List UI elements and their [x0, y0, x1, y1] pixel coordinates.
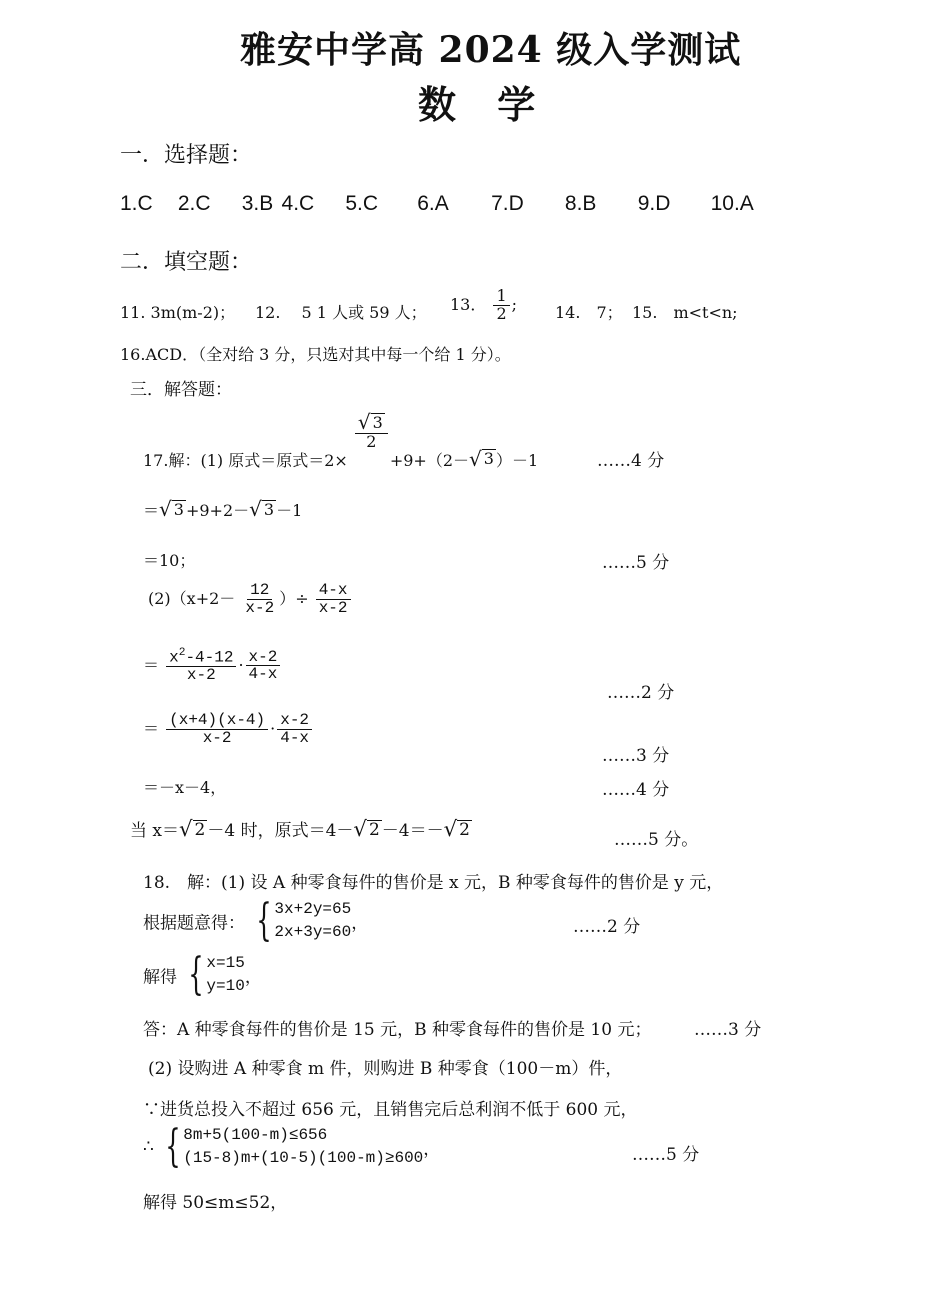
q18-system-2-tail: ， [244, 967, 262, 988]
q17-step-result: ＝－x－4， [143, 778, 227, 797]
fraction-numerator: 1 [493, 288, 509, 306]
left-brace: { [165, 1121, 181, 1173]
exam-title: 雅安中学高 2024 级入学测试 [240, 29, 742, 71]
section-heading-fill: 二．填空题： [120, 250, 253, 275]
fraction-denominator: 4-x [248, 665, 278, 684]
section-heading-solve: 三．解答题： [130, 380, 232, 400]
sqrt: √ 3 [249, 497, 275, 521]
q17-line-1-mid: +9+（2－ [389, 450, 470, 470]
sqrt: √ 2 [353, 817, 380, 842]
q17-step-factor [143, 712, 314, 747]
solution-system [182, 949, 245, 1001]
answer-1: 1.C [120, 192, 153, 215]
q17-line-2-c: －1 [276, 501, 303, 520]
inequality-1: 8m+5(100-m)≤656 [183, 1126, 328, 1144]
answer-13-label: 13． [450, 294, 487, 314]
answer-7: 7.D [491, 192, 524, 215]
q18-inequality-tail: ， [423, 1139, 441, 1160]
answer-5: 5.C [345, 192, 379, 215]
equation-system [250, 895, 352, 947]
q17-part-2-mid: ）÷ [279, 588, 309, 608]
score-q17-p2-step3: ……4 分 [602, 780, 670, 800]
answer-6: 6.A [417, 192, 449, 215]
fraction-numerator: 12 [247, 582, 272, 600]
solution-1: x=15 [206, 954, 245, 972]
fraction-denominator: x-2 [202, 728, 232, 747]
sqrt: √ 3 [469, 446, 494, 471]
q18-solve-range: 解得 50≤m≤52， [143, 1193, 288, 1213]
fraction-x-2-over-4-x [246, 649, 281, 684]
dot-multiply: · [238, 655, 244, 675]
fraction-denominator: x-2 [318, 598, 348, 617]
score-q18-step2: ……3 分 [694, 1020, 762, 1040]
q18-system-1-tail: ， [351, 913, 369, 934]
q17-line-1 [143, 412, 538, 471]
fraction-expanded [166, 648, 236, 684]
q17-line-2 [143, 498, 302, 521]
q17-substitute-a: 当 x＝ [130, 821, 179, 841]
fraction-numerator: (x+4)(x-4) [166, 712, 268, 730]
fraction-one-half [493, 288, 509, 323]
answer-15: 15. m<t<n; [632, 303, 738, 322]
left-brace: { [188, 949, 205, 1001]
exam-subject: 数 学 [418, 82, 550, 127]
fraction-x-2-over-4-x [277, 712, 312, 747]
answer-10: 10.A [710, 192, 754, 215]
q17-line-1-tail: ）－1 [495, 450, 539, 470]
answer-16: 16.ACD．（全对给 3 分，只选对其中每一个给 1 分）。 [120, 345, 511, 364]
fraction-denominator: 2 [496, 303, 507, 323]
q17-step-expand [143, 648, 282, 684]
q18-system-2-label: 解得 [143, 967, 177, 988]
fraction-sqrt3-over-2 [355, 412, 388, 451]
answer-14: 14. 7； [555, 303, 623, 322]
left-brace: { [256, 895, 273, 947]
answer-4: 4.C [281, 192, 315, 215]
equation-2: 2x+3y=60 [274, 923, 352, 942]
answer-13 [450, 288, 517, 323]
q18-line-1: 18. 解：(1) 设 A 种零食每件的售价是 x 元，B 种零食每件的售价是 y 元， [143, 873, 724, 893]
equals: ＝ [143, 718, 160, 738]
q17-line-2-b: +9+2－ [185, 501, 250, 520]
score-q17-step1: ……4 分 [597, 451, 665, 471]
fraction-denominator: 2 [366, 431, 377, 451]
score-q18-step1: ……2 分 [573, 917, 641, 937]
inequality-2: (15-8)m+(10-5)(100-m)≥600 [183, 1149, 424, 1168]
q17-part-2-prefix: (2)（x+2－ [148, 588, 236, 608]
equals: ＝ [143, 655, 160, 675]
answer-12: 12. 5 1 人或 59 人； [255, 303, 427, 322]
fraction-numerator: x-2 [246, 649, 281, 667]
sqrt: √ 2 [179, 817, 206, 842]
answer-11: 11. 3m(m-2)； [120, 303, 236, 322]
score-q17-step2: ……5 分 [602, 553, 670, 573]
therefore-symbol: ∴ [143, 1137, 154, 1158]
score-q17-p2-final: ……5 分。 [614, 830, 699, 850]
answer-9: 9.D [637, 192, 671, 215]
equation-1: 3x+2y=65 [274, 900, 352, 918]
sqrt: √ 3 [357, 410, 383, 434]
score-q17-p2-step2: ……3 分 [602, 746, 670, 766]
q17-substitute-b: －4 时，原式＝4－ [207, 821, 354, 841]
inequality-system [159, 1121, 424, 1173]
q18-part-2: (2) 设购进 A 种零食 m 件，则购进 B 种零食（100－m）件， [148, 1059, 623, 1079]
sqrt: √ 3 [159, 497, 184, 521]
q18-system-2 [143, 949, 262, 1001]
fraction-factored [166, 712, 268, 747]
solution-2: y=10 [206, 977, 245, 996]
fraction-numerator: 4-x [316, 582, 351, 600]
dot-multiply: · [270, 718, 276, 738]
q17-line-2-a: ＝ [143, 501, 160, 520]
q18-inequality-system [143, 1121, 441, 1173]
q17-line-1-prefix: 17.解：(1) 原式＝原式＝2× [143, 450, 348, 470]
score-q17-p2-step1: ……2 分 [607, 683, 675, 703]
q18-condition: ∵进货总投入不超过 656 元，且销售完后总利润不低于 600 元， [143, 1100, 638, 1120]
fraction-4-x-over-x-2 [316, 582, 351, 617]
section-heading-choice: 一．选择题： [120, 143, 253, 168]
q17-substitute-c: －4＝－ [381, 821, 444, 841]
fraction-denominator: x-2 [245, 598, 275, 617]
q17-substitute [130, 816, 472, 841]
score-q18-step3: ……5 分 [632, 1145, 700, 1165]
q18-answer-1: 答：A 种零食每件的售价是 15 元，B 种零食每件的售价是 10 元； [143, 1020, 652, 1040]
q18-system-1-label: 根据题意得： [143, 913, 245, 934]
answer-8: 8.B [564, 192, 597, 215]
fraction-numerator: $x^2-4-12$ [166, 648, 236, 667]
fraction-denominator: 4-x [280, 728, 310, 747]
q18-system-1 [143, 895, 369, 947]
fraction-numerator: x-2 [277, 712, 312, 730]
q17-line-3: ＝10； [143, 551, 196, 570]
fraction-numerator [355, 412, 388, 434]
answer-13-tail: ; [511, 294, 518, 314]
fraction-denominator: x-2 [186, 666, 216, 685]
sqrt: √ 2 [443, 817, 470, 842]
answer-2: 2.C [177, 192, 211, 215]
q17-part-2 [148, 582, 353, 617]
fraction-12-over-x-2 [242, 582, 277, 617]
choice-answers [120, 192, 754, 216]
answer-3: 3.B [241, 192, 274, 215]
